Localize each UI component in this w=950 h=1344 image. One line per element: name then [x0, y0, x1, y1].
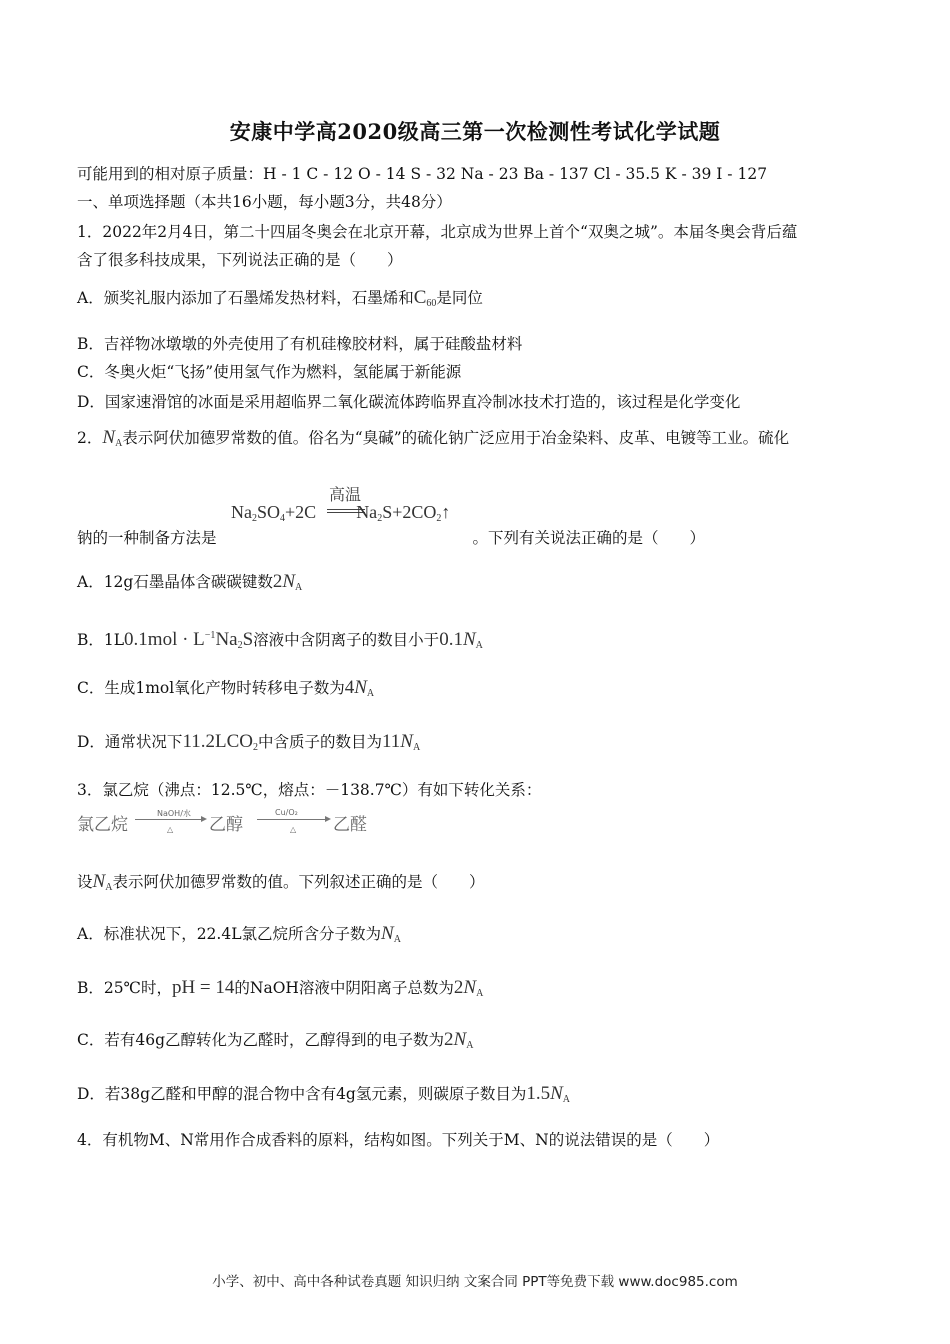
q2-option-c: C．生成1mol氧化产物时转移电子数为$4N_A$ [77, 677, 375, 699]
q3-stem: 3．氯乙烷（沸点：12.5℃，熔点：－138.7℃）有如下转化关系： [77, 781, 542, 799]
atomic-mass-line: 可能用到的相对原子质量：H - 1 C - 12 O - 14 S - 32 Na - 23 Ba - 137 Cl - 35.5 K - 39 I - 127 [77, 165, 768, 183]
q1-option-a: A．颁奖礼服内添加了石墨烯发热材料，石墨烯和$C_{60}$是同位 [77, 287, 483, 309]
q2-option-b: B．$1L0.1mol \cdot L^{-1}Na_2S$溶液中含阴离子的数目小于$0.1N_A$ [77, 629, 483, 651]
c60-formula: $C_{60}$ [413, 287, 437, 309]
q2-option-d: D．通常状况下$11.2LCO_2$中含质子的数目为$11N_A$ [77, 731, 421, 753]
footer-banner: 小学、初中、高中各种试卷真题 知识归纳 文案合同 PPT等免费下载 www.doc985.com [212, 1274, 738, 1290]
q1-option-d: D．国家速滑馆的冰面是采用超临界二氧化碳流体跨临界直冷制冰技术打造的，该过程是化学变化 [77, 393, 741, 411]
q3-option-a: A．标准状况下，22.4L氯乙烷所含分子数为$N_A$ [77, 923, 401, 945]
q4-stem: 4．有机物M、N常用作合成香料的原料，结构如图。下列关于M、N的说法错误的是（ ） [77, 1131, 720, 1149]
q2-option-a: A．12g石墨晶体含碳碳键数$2N_A$ [77, 571, 303, 593]
conversion-chain: 氯乙烷 NaOH/水 △ 乙醇 Cu/O₂ △ 乙醛 [77, 808, 367, 835]
arrow-2 [257, 819, 329, 820]
q1-stem-line1: 1．2022年2月4日，第二十四届冬奥会在北京开幕，北京成为世界上首个“双奥之城”。本届冬奥会背后蕴 [77, 223, 798, 241]
na-symbol: $N_A$ [102, 427, 123, 449]
reaction-equation: 高温 $Na_2SO_4+2C$ $Na_2S+2CO_2↑$ [231, 485, 451, 524]
q3-option-d: D．若38g乙醛和甲醇的混合物中含有4g氢元素，则碳原子数目为$1.5N_A$ [77, 1083, 571, 1105]
q2-stem-line2: 钠的一种制备方法是 。下列有关说法正确的是（ ） [77, 529, 706, 547]
q3-stem2: 设$N_A$表示阿伏加德罗常数的值。下列叙述正确的是（ ） [77, 871, 485, 893]
q3-option-c: C．若有46g乙醇转化为乙醛时，乙醇得到的电子数为$2N_A$ [77, 1029, 474, 1051]
section-heading: 一、单项选择题（本共16小题，每小题3分，共48分） [77, 193, 452, 211]
q1-option-c: C．冬奥火炬“飞扬”使用氢气作为燃料，氢能属于新能源 [77, 363, 462, 381]
q1-stem-line2: 含了很多科技成果，下列说法正确的是（ ） [77, 251, 403, 269]
q3-option-b: B．25℃时，pH = 14的NaOH溶液中阴阳离子总数为$2N_A$ [77, 977, 484, 999]
page-title: 安康中学高2020级高三第一次检测性考试化学试题 [229, 119, 721, 144]
q2-stem-line1: 2．$N_A$表示阿伏加德罗常数的值。俗名为“臭碱”的硫化钠广泛应用于冶金染料、皮革、电镀等工业。硫化 [77, 427, 790, 449]
arrow-1 [135, 819, 205, 820]
q1-option-b: B．吉祥物冰墩墩的外壳使用了有机硅橡胶材料，属于硅酸盐材料 [77, 335, 523, 353]
